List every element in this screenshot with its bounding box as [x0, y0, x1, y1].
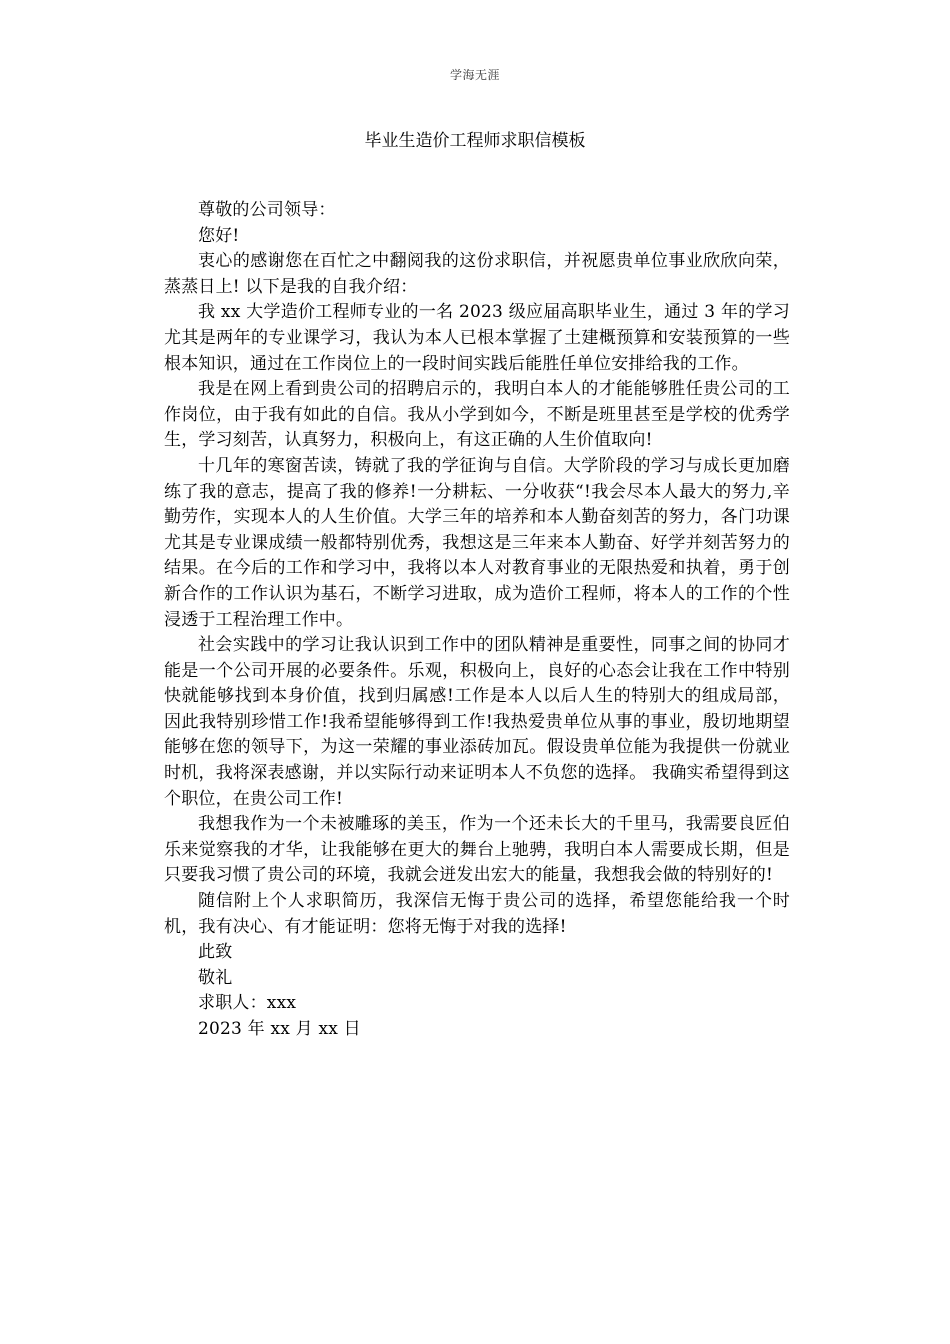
paragraph-study: 十几年的寒窗苦读，铸就了我的学征询与自信。大学阶段的学习与成长更加磨练了我的意志，提高了我的修养!一分耕耘、一分收获“!我会尽本人最大的努力,辛勤劳作，实现本人的人生价值。大学三年的培养和本人勤奋刻苦的努力，各门功课尤其是专业课成绩一般都特别优秀，我想这是三年来本人勤奋、好学并刻苦努力的结果。在今后的工作和学习中，我将以本人对教育事业的无限热爱和执着，勇于创新合作的工作认识为基石，不断学习进取，成为造价工程师，将本人的工作的个性浸透于工程治理工作中。	[164, 455, 790, 630]
page-title: 毕业生造价工程师求职信模板	[364, 131, 586, 151]
closing-line-2: 敬礼	[198, 967, 233, 988]
salutation: 尊敬的公司领导：	[198, 200, 336, 220]
closing-line-1: 此致	[198, 942, 233, 963]
page-header: 学海无涯	[449, 68, 500, 82]
date: 2023 年 xx 月 xx 日	[198, 1019, 361, 1039]
paragraph-practice: 社会实践中的学习让我认识到工作中的团队精神是重要性，同事之间的协同才能是一个公司开展的必要条件。乐观，积极向上，良好的心态会让我在工作中特别快就能够找到本身价值，找到归属感!工作是本人以后人生的特别大的组成局部，因此我特别珍惜工作!我希望能够得到工作!我热爱贵单位从事的事业，殷切地期望能够在您的领导下，为这一荣耀的事业添砖加瓦。假设贵单位能为我提供一份就业时机，我将深表感谢，并以实际行动来证明本人不负您的选择。 我确实希望得到这个职位，在贵公司工作!	[164, 635, 790, 809]
paragraph-education: 我 xx 大学造价工程师专业的一名 2023 级应届高职毕业生，通过 3 年的学习尤其是两年的专业课学习，我认为本人已根本掌握了土建概预算和安装预算的一些根本知识，通过在工作岗位上的一段时间实践后能胜任单位安排给我的工作。	[164, 302, 790, 374]
paragraph-aspiration: 我想我作为一个未被雕琢的美玉，作为一个还未长大的千里马，我需要良匠伯乐来觉察我的才华，让我能够在更大的舞台上驰骋，我明白本人需要成长期，但是只要我习惯了贵公司的环境，我就会迸发出宏大的能量，我想我会做的特别好的!	[164, 814, 790, 886]
letter-body	[164, 198, 790, 1043]
paragraph-confidence: 我是在网上看到贵公司的招聘启示的，我明白本人的才能能够胜任贵公司的工作岗位，由于我有如此的自信。我从小学到如今，不断是班里甚至是学校的优秀学生，学习刻苦，认真努力，积极向上，有这正确的人生价值取向!	[164, 379, 790, 451]
greeting: 您好!	[198, 225, 240, 246]
paragraph-intro: 衷心的感谢您在百忙之中翻阅我的这份求职信，并祝愿贵单位事业欣欣向荣，蒸蒸日上! 以下是我的自我介绍：	[164, 251, 790, 297]
paragraph-attachment: 随信附上个人求职简历，我深信无悔于贵公司的选择，希望您能给我一个时机，我有决心、有才能证明：您将无悔于对我的选择!	[164, 891, 790, 937]
signature: 求职人：xxx	[198, 993, 297, 1014]
